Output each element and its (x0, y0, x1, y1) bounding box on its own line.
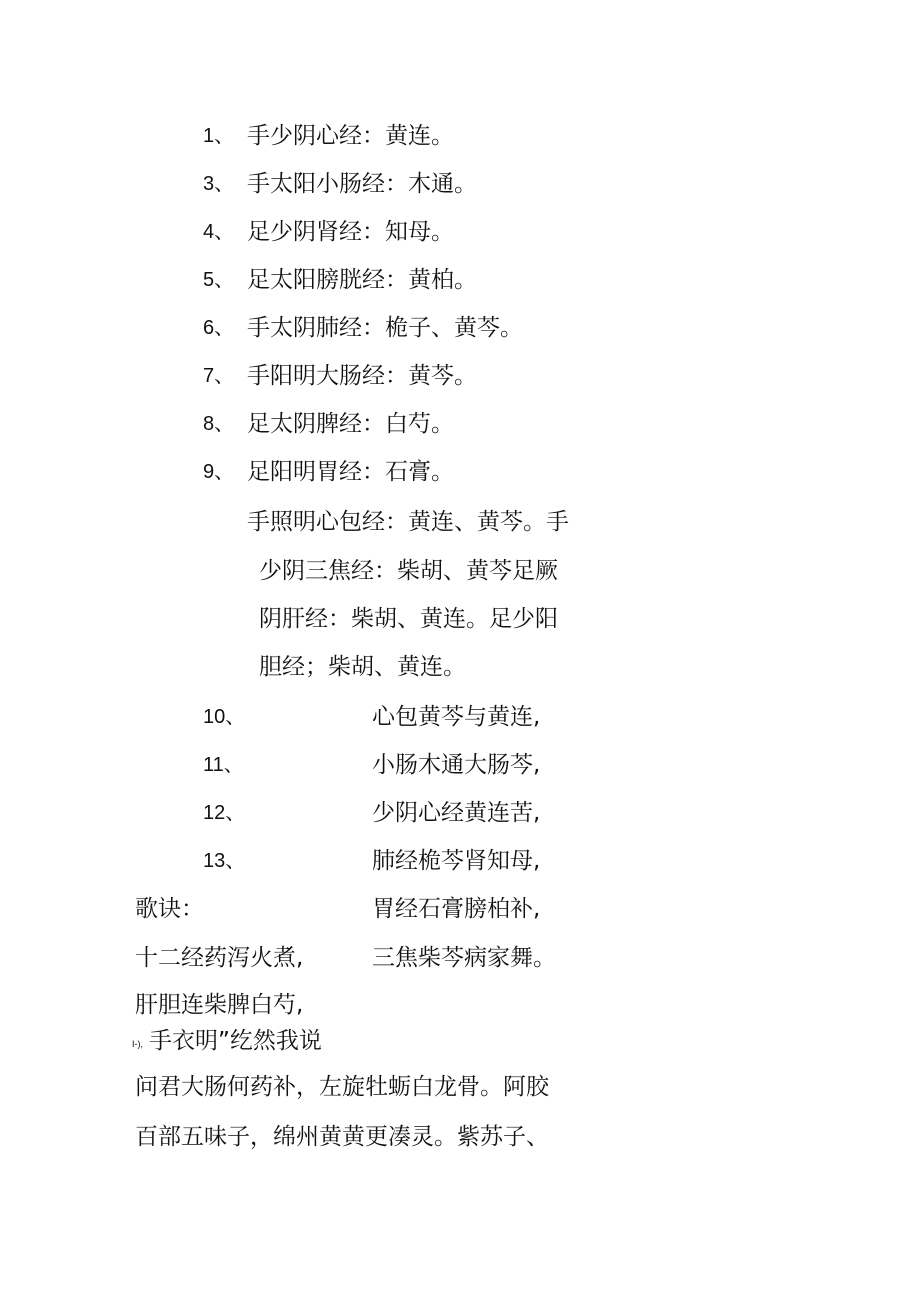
list-number: 9、 (203, 461, 235, 483)
list-number: 7、 (203, 365, 235, 387)
list-item-text: 手阳明大肠经：黄芩。 (247, 363, 477, 389)
list-item-text: 手太阴肺经：桅子、黄芩。 (247, 315, 523, 341)
verse-line: 胃经石膏膀柏补, (372, 896, 541, 922)
list-item-text: 手少阴心经：黄连。 (247, 123, 454, 149)
list-number: 8、 (203, 413, 235, 435)
list-number: 11、 (203, 754, 244, 776)
closing-line: 百部五味子，绵州黄黄更凑灵。紫苏子、 (135, 1124, 549, 1150)
verse-line: 十二经药泻火煮, (135, 945, 304, 971)
list-number: 12、 (203, 802, 246, 824)
list-number: 4、 (203, 221, 235, 243)
paragraph-line: 阴肝经：柴胡、黄连。足少阳 (259, 606, 558, 632)
verse-line: 少阴心经黄连苦, (372, 800, 541, 826)
verse-line: 肺经桅芩肾知母, (372, 848, 541, 874)
verse-line: 三焦柴芩病家舞。 (372, 945, 556, 971)
list-item-text: 足太阴脾经：白芍。 (247, 411, 454, 437)
gejue-label: 歌诀： (135, 896, 204, 922)
list-number: 5、 (203, 269, 235, 291)
paragraph-line: 手照明心包经：黄连、黄芩。手 (247, 509, 569, 535)
closing-line: 问君大肠何药补，左旋牡蛎白龙骨。阿胶 (135, 1074, 549, 1100)
list-item-text: 足太阳膀胱经：黄柏。 (247, 267, 477, 293)
list-item-text: 足少阴肾经：知母。 (247, 219, 454, 245)
verse-line: 心包黄芩与黄连, (372, 704, 541, 730)
garbled-prefix: I-), (132, 1039, 143, 1049)
verse-line: 肝胆连柴脾白芍, (135, 992, 304, 1018)
paragraph-line: 胆经；柴胡、黄连。 (259, 654, 466, 680)
list-number: 3、 (203, 173, 235, 195)
list-item-text: 足阳明胃经：石膏。 (247, 459, 454, 485)
garbled-line: 手衣明”纥然我说 (149, 1028, 322, 1054)
list-number: 10、 (203, 706, 246, 728)
list-number: 1、 (203, 125, 235, 147)
list-number: 13、 (203, 850, 246, 872)
list-item-text: 手太阳小肠经：木通。 (247, 171, 477, 197)
list-number: 6、 (203, 317, 235, 339)
verse-line: 小肠木通大肠芩, (372, 752, 541, 778)
paragraph-line: 少阴三焦经：柴胡、黄芩足厥 (259, 558, 558, 584)
